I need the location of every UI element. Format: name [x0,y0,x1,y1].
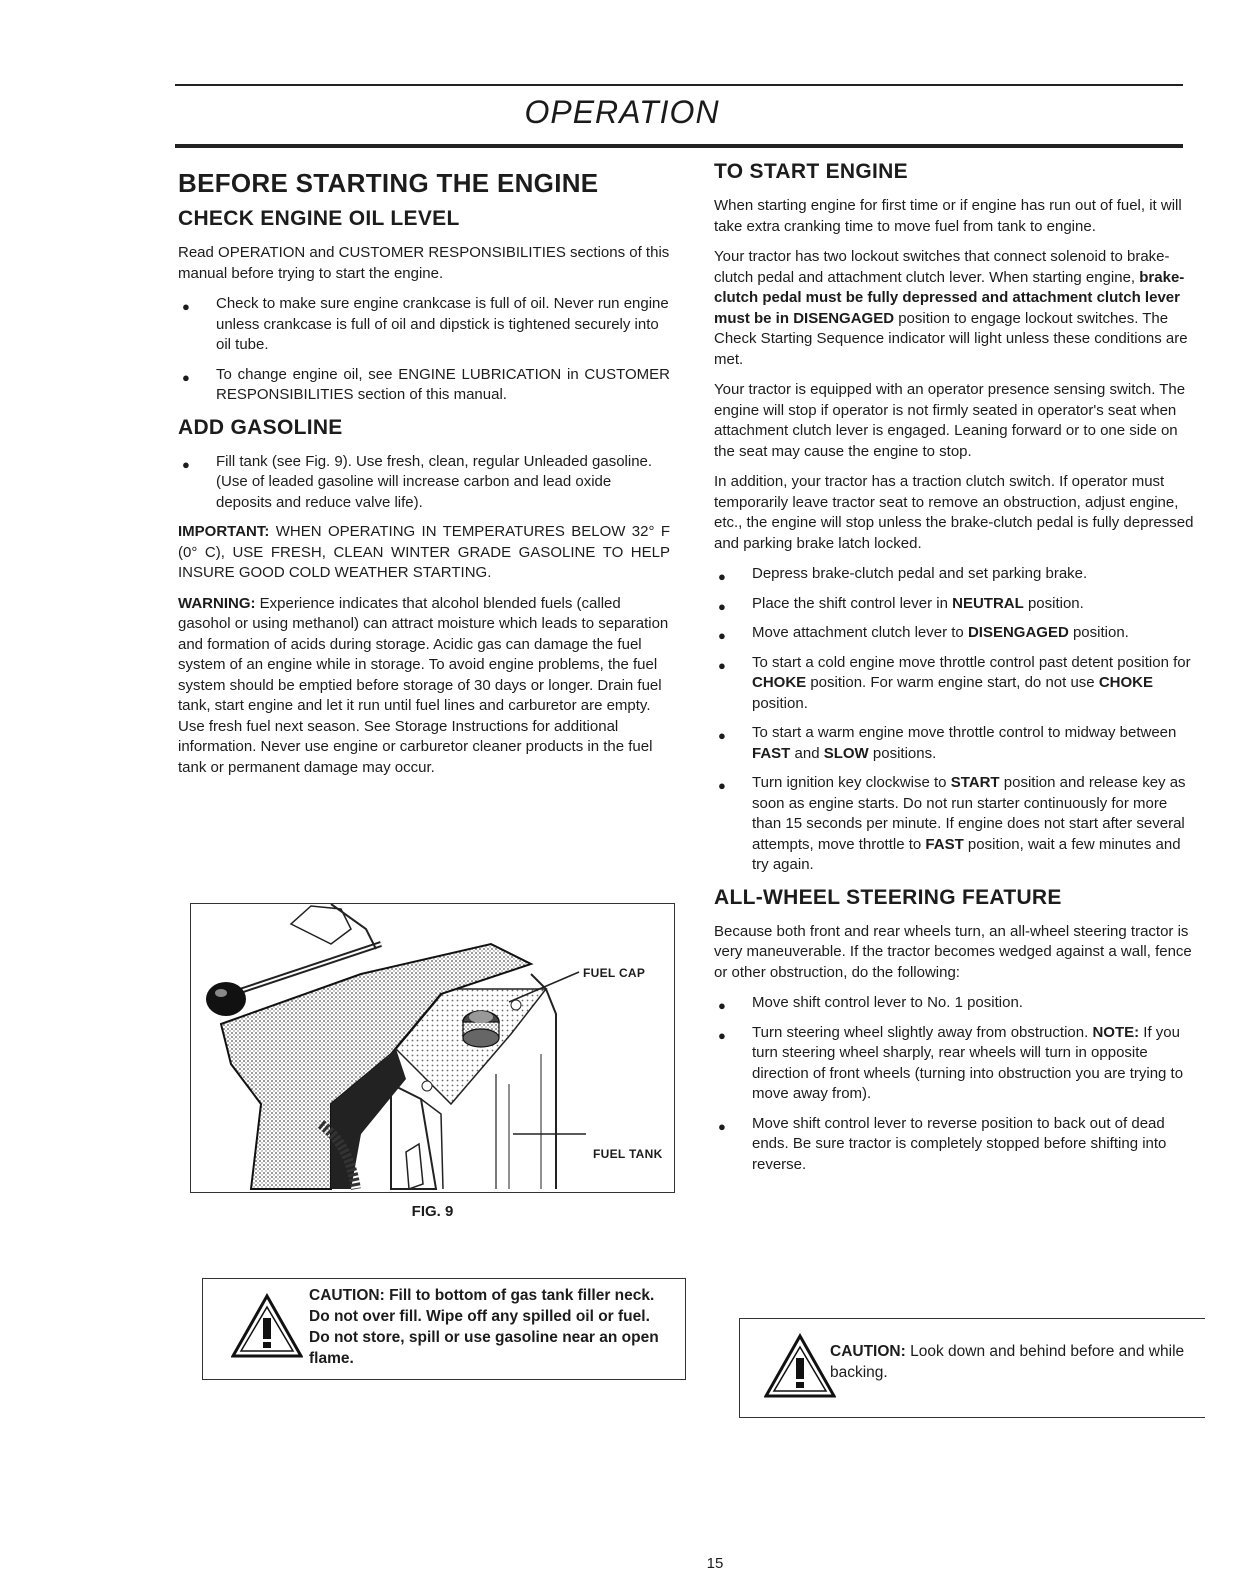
awd-p1: Because both front and rear wheels turn, an all-wheel steering tractor is very maneuverable. If the tractor becomes wedged against a wall, fence or other obstruction, do the following: [714,922,1192,981]
page-number: 15 [706,1555,724,1572]
bullet-icon: ● [182,369,190,385]
gas-heading: ADD GASOLINE [178,415,343,439]
bullet-icon: ● [718,778,726,793]
warning-note: WARNING: Experience indicates that alcohol blended fuels (called gasohol or using methanol) can attract moisture which leads to separation and formation of acids during storage. Acidic gas can damage the fuel system of an engine while in storage. To avoid engine problems, the fuel system should be emptied before storage of 30 days or longer. Drain fuel tank, start engine and let it run until fuel lines and carburetor are empty. Use fresh fuel next season. See Storage Instructions for additional information. Never use engine or carburetor cleaner products in the fuel tank or permanent damage may occur. [178,594,669,776]
start-p3: Your tractor is equipped with an operator presence sensing switch. The engine will stop if operator is not firmly seated in operator's seat when attachment clutch lever is engaged. Leaning forward or to one side on the seat may cause the engine to stop. [714,381,1186,460]
right-column [714,160,1196,1184]
start-p2: Your tractor has two lockout switches that connect solenoid to brake-clutch pedal and attachment clutch lever. When starting engine, brake-clutch pedal must be fully depressed and attachment clutch lever must be in DISENGAGED position to engage lockout switches. The Check Starting Sequence indicator will light unless these conditions are met. [714,248,1188,368]
start-steps [714,564,1196,876]
caution-fuel-text: CAUTION: Fill to bottom of gas tank filler neck. Do not over fill. Wipe off any spilled oil or fuel. Do not store, spill or use gasoline near an open flame. [309,1287,659,1367]
warning-icon [231,1293,303,1359]
oil-heading: CHECK ENGINE OIL LEVEL [178,207,460,230]
page-title: OPERATION [524,94,720,130]
main-heading: BEFORE STARTING THE ENGINE [178,168,599,198]
list-item: ● Move shift control lever to reverse position to back out of dead ends. Be sure tractor is completely stopped before shifting into reverse. [718,1114,1167,1173]
left-column [178,168,670,788]
list-item: ● To start a warm engine move throttle control to midway between FAST and SLOW positions. [718,724,1177,762]
bullet-icon: ● [718,628,726,643]
list-item: ● To change engine oil, see ENGINE LUBRICATION in CUSTOMER RESPONSIBILITIES section of this manual. [182,365,670,403]
caution-backing-text: CAUTION: Look down and behind before and while backing. [830,1343,1185,1381]
bullet-icon: ● [718,728,726,743]
oil-bullets [178,294,670,406]
oil-intro: Read OPERATION and CUSTOMER RESPONSIBILITIES sections of this manual before trying to start the engine. [178,244,670,282]
important-note: IMPORTANT: WHEN OPERATING IN TEMPERATURES BELOW 32° F (0° C), USE FRESH, CLEAN WINTER GRADE GASOLINE TO HELP INSURE GOOD COLD WEATHER STARTING. [178,523,670,581]
bullet-icon: ● [718,1118,726,1134]
fig-9-illustration [190,903,675,1193]
header-rule-bottom [175,144,1183,148]
caution-box-fuel [202,1278,686,1380]
list-item: ● To start a cold engine move throttle control past detent position for CHOKE position. For warm engine start, do not use CHOKE position. [718,653,1191,712]
awd-heading: ALL-WHEEL STEERING FEATURE [714,885,1062,909]
fuel-cap-label: FUEL CAP [583,966,646,980]
bullet-icon: ● [718,998,726,1013]
list-item: ● Move attachment clutch lever to DISENGAGED position. [714,623,1196,644]
gas-bullets [178,452,670,514]
bullet-icon: ● [718,569,726,584]
fig-caption: FIG. 9 [411,1203,454,1220]
start-p4: In addition, your tractor has a traction clutch switch. If operator must temporarily leave tractor seat to remove an obstruction, adjust engine, etc., the engine will stop unless the brake-clutch pedal is fully depressed and parking brake latch locked. [714,473,1194,552]
bullet-icon: ● [718,1027,726,1043]
awd-steps [714,993,1196,1175]
list-item: ● Check to make sure engine crankcase is full of oil. Never run engine unless crankcase is full of oil and dipstick is tightened securely into oil tube. [182,295,669,353]
list-item: ● Turn steering wheel slightly away from obstruction. NOTE: If you turn steering wheel sharply, rear wheels will turn in opposite direction of front wheels (turning into obstruction you are trying to move away from). [718,1023,1184,1102]
fuel-tank-label: FUEL TANK [593,1147,663,1161]
bullet-icon: ● [718,657,726,673]
header-rule-top [175,84,1183,86]
caution-box-backing [739,1318,1205,1418]
bullet-icon: ● [182,299,190,314]
warning-icon [764,1333,836,1399]
start-p1: When starting engine for first time or if engine has run out of fuel, it will take extra cranking time to move fuel from tank to engine. [714,197,1182,235]
list-item: ● Depress brake-clutch pedal and set parking brake. [714,564,1196,585]
list-item: ● Turn ignition key clockwise to START position and release key as soon as engine starts. Do not run starter continuously for more than 15 seconds per minute. If engine does not start after several attempts, move throttle to FAST position, wait a few minutes and try again. [718,774,1186,873]
bullet-icon: ● [718,598,726,614]
list-item: ● Move shift control lever to No. 1 position. [714,993,1196,1014]
bullet-icon: ● [182,456,190,472]
start-heading: TO START ENGINE [714,160,908,183]
list-item: ● Place the shift control lever in NEUTRAL position. [714,594,1196,615]
list-item: ● Fill tank (see Fig. 9). Use fresh, clean, regular Unleaded gasoline. (Use of leaded gasoline will increase carbon and lead oxide deposits and reduce valve life). [182,452,653,511]
